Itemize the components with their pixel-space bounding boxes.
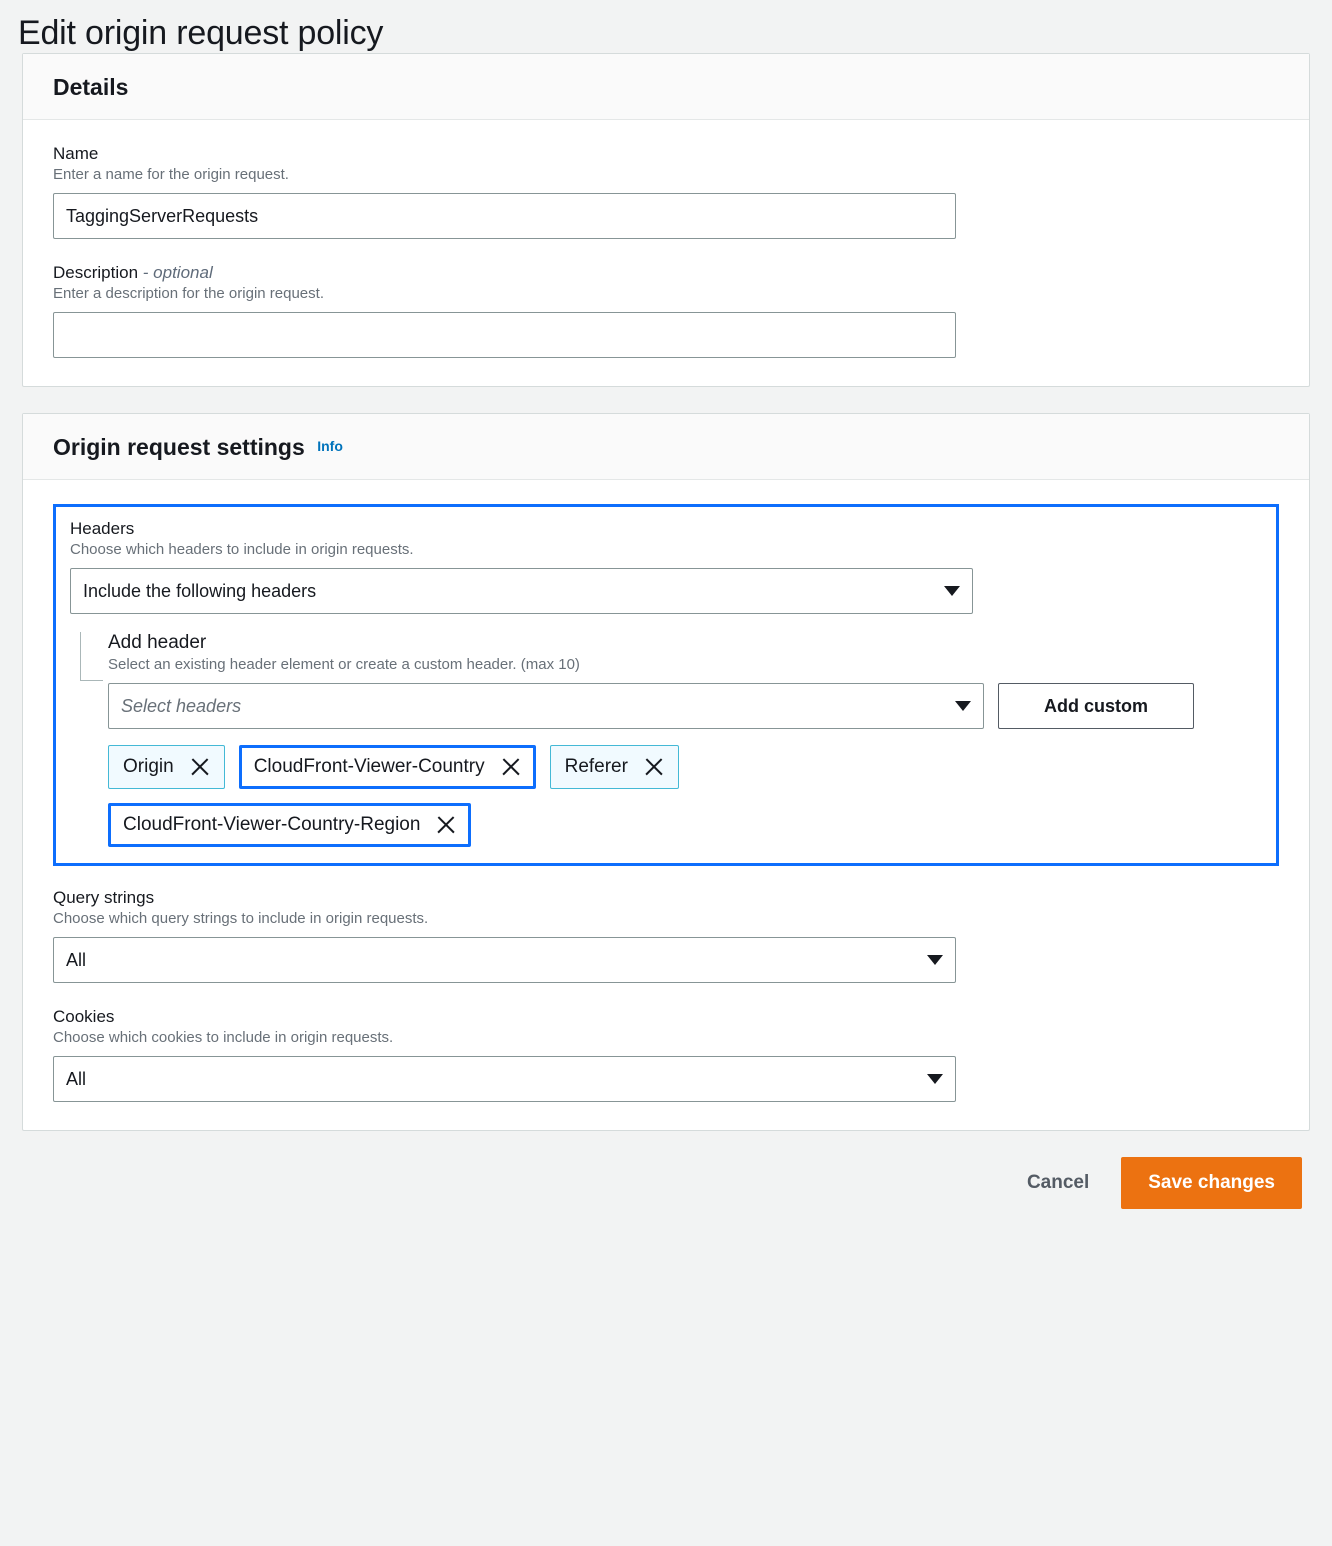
- headers-select[interactable]: [70, 568, 973, 614]
- details-card-header: [23, 54, 1309, 120]
- query-strings-section: [53, 888, 1279, 983]
- page-title: Edit origin request policy: [18, 14, 384, 52]
- close-icon[interactable]: [436, 815, 456, 835]
- add-header-group: [70, 632, 1262, 847]
- name-input[interactable]: [53, 193, 956, 239]
- select-headers-dropdown[interactable]: [108, 683, 984, 729]
- query-strings-select[interactable]: [53, 937, 956, 983]
- headers-description: Choose which headers to include in origin requests.: [70, 541, 414, 558]
- form-footer: [0, 1157, 1302, 1209]
- header-token-label: Referer: [564, 756, 628, 777]
- details-section-title: Details: [53, 74, 129, 100]
- header-token-cloudfront-viewer-country-region[interactable]: [108, 803, 471, 847]
- cancel-button[interactable]: Cancel: [1021, 1162, 1095, 1204]
- cookies-description: Choose which cookies to include in origin requests.: [53, 1029, 394, 1046]
- origin-request-settings-header: [23, 414, 1309, 480]
- header-token-row: [108, 745, 1262, 789]
- close-icon[interactable]: [644, 757, 664, 777]
- details-card-body: [23, 120, 1309, 386]
- cookies-select-value: All: [66, 1068, 87, 1089]
- headers-section: [53, 504, 1279, 866]
- origin-request-settings-card: [22, 413, 1310, 1131]
- description-input[interactable]: [53, 312, 956, 358]
- description-description: Enter a description for the origin request.: [53, 285, 324, 302]
- cookies-label: Cookies: [53, 1007, 115, 1026]
- headers-label: Headers: [70, 519, 135, 538]
- description-label: [53, 263, 1279, 283]
- header-token-referer[interactable]: [550, 745, 679, 789]
- chevron-down-icon: [955, 701, 971, 711]
- description-optional-suffix: - optional: [142, 263, 213, 282]
- details-card: [22, 53, 1310, 387]
- select-headers-placeholder: Select headers: [121, 695, 242, 716]
- cookies-section: [53, 1007, 1279, 1102]
- cookies-select[interactable]: [53, 1056, 956, 1102]
- query-strings-label: Query strings: [53, 888, 155, 907]
- chevron-down-icon: [927, 1074, 943, 1084]
- chevron-down-icon: [944, 586, 960, 596]
- header-token-label: Origin: [123, 756, 174, 777]
- origin-request-settings-body: [23, 480, 1309, 1130]
- name-description: Enter a name for the origin request.: [53, 166, 289, 183]
- name-field-block: [53, 144, 1279, 239]
- save-changes-button[interactable]: Save changes: [1121, 1157, 1302, 1209]
- description-label-text: Description: [53, 263, 139, 282]
- header-token-row: [108, 803, 1262, 847]
- name-label: Name: [53, 144, 99, 163]
- headers-select-value: Include the following headers: [83, 580, 317, 601]
- origin-request-settings-title: Origin request settings: [53, 434, 305, 460]
- header-token-list: [108, 745, 1262, 847]
- header-token-label: CloudFront-Viewer-Country-Region: [123, 814, 421, 835]
- header-token-origin[interactable]: [108, 745, 225, 789]
- header-token-label: CloudFront-Viewer-Country: [253, 756, 485, 777]
- description-field-block: [53, 263, 1279, 358]
- query-strings-description: Choose which query strings to include in origin requests.: [53, 910, 429, 927]
- add-header-controls: [108, 683, 1262, 729]
- info-link[interactable]: Info: [317, 438, 343, 454]
- header-token-cloudfront-viewer-country[interactable]: [239, 745, 536, 789]
- add-header-label: Add header: [108, 632, 207, 653]
- close-icon[interactable]: [501, 757, 521, 777]
- query-strings-select-value: All: [66, 949, 87, 970]
- add-header-description: Select an existing header element or create a custom header. (max 10): [108, 656, 580, 673]
- close-icon[interactable]: [190, 757, 210, 777]
- add-custom-button[interactable]: Add custom: [998, 683, 1194, 729]
- chevron-down-icon: [927, 955, 943, 965]
